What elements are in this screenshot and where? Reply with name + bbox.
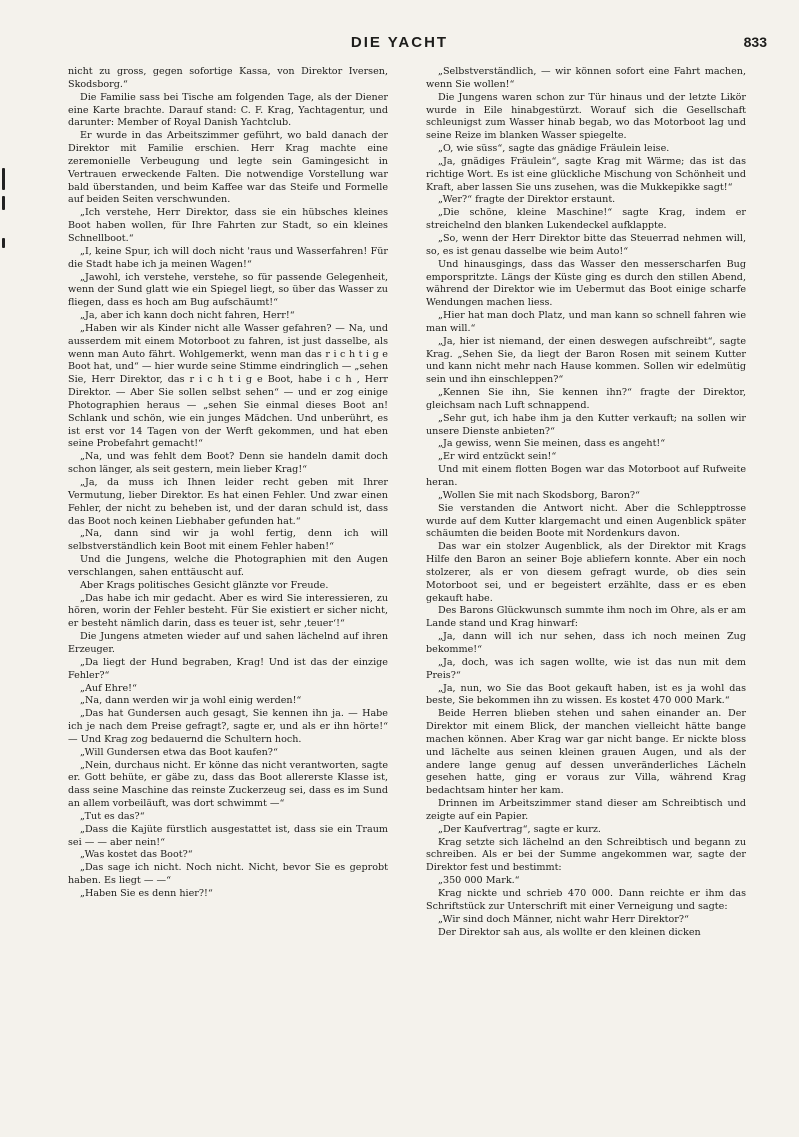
paragraph: „Jawohl, ich verstehe, verstehe, so für passende Gelegenheit, wenn der Sund glatt wie ein Spiegel liegt, so über das Wasser zu fliegen, dass es hoch am Bug aufschäumt!“	[68, 271, 388, 309]
paragraph: „Ja, nun, wo Sie das Boot gekauft haben, ist es ja wohl das beste, Sie bekommen ihn zu wissen. Es kostet 470 000 Mark.“	[426, 682, 746, 707]
paragraph: „Da liegt der Hund begraben, Krag! Und ist das der einzige Fehler?“	[68, 656, 388, 681]
paragraph: Und die Jungens, welche die Photographien mit den Augen verschlangen, sahen enttäuscht auf.	[68, 554, 388, 578]
paragraph: „Haben wir als Kinder nicht alle Wasser gefahren? — Na, und ausserdem mit einem Motorboot zu fahren, ist just dasselbe, als wenn man Auto fährt. Wohlgemerkt, wenn man das r i c h t i g e Boot hat, und“ — hier wurde seine Stimme eindringlich — „sehen Sie, Herr Direktor, das r i c h t i g e Boot, habe i c h , Herr Direktor. — Aber Sie sollen selbst sehen“ — und er zog einige Photographien heraus — „sehen Sie einmal dieses Boot an! Schlank und schön, wie ein junges Mädchen. Und unberührt, es ist erst vor 14 Tagen von der Werft gekommen, und hat eben seine Probefahrt gemacht!“	[68, 322, 388, 450]
paragraph: „Das habe ich mir gedacht. Aber es wird Sie interessieren, zu hören, worin der Fehler besteht. Für Sie existiert er sicher nicht, er besteht nämlich darin, dass es teuer ist, sehr ‚teuer‘!“	[68, 592, 388, 630]
paragraph: „Er wird entzückt sein!“	[438, 451, 557, 463]
paragraph: „Dass die Kajüte fürstlich ausgestattet ist, dass sie ein Traum sei — — aber nein!“	[68, 823, 388, 848]
paragraph: „Tut es das?“	[80, 810, 145, 822]
paragraph: „Das sage ich nicht. Noch nicht. Nicht, bevor Sie es geprobt haben. Es liegt — —“	[68, 862, 388, 887]
journal-title: DIE YACHT	[350, 34, 449, 51]
paragraph: „Ja gewiss, wenn Sie meinen, dass es angeht!“	[438, 438, 666, 450]
paragraph: „Der Kaufvertrag“, sagte er kurz.	[438, 823, 601, 835]
paragraph: Des Barons Glückwunsch summte ihm noch im Ohre, als er am Lande stand und Krag hinwarf:	[426, 605, 746, 630]
paragraph: „Will Gundersen etwa das Boot kaufen?“	[80, 746, 278, 758]
paragraph: „Ja, doch, was ich sagen wollte, wie ist das nun mit dem Preis?“	[426, 656, 746, 681]
paragraph: Die Familie sass bei Tische am folgenden Tage, als der Diener eine Karte brachte. Darauf stand: C. F. Krag, Yachtagentur, und darunter: Member of Royal Danish Yachtclub.	[68, 91, 388, 129]
paragraph: „Haben Sie es denn hier?!“	[80, 888, 213, 899]
paragraph: Sie verstanden die Antwort nicht. Aber die Schlepptrosse wurde auf dem Kutter klargemacht und einen Augenblick später schäumten die beiden Boote mit Nordenkurs davon.	[426, 502, 746, 540]
paragraph: „Na, dann sind wir ja wohl fertig, denn ich will selbstverständlich kein Boot mit einem Fehler haben!“	[68, 528, 388, 553]
scan-edge-mark	[2, 238, 5, 248]
paragraph: „Na, und was fehlt dem Boot? Denn sie handeln damit doch schon länger, als seit gestern, mein lieber Krag!“	[68, 451, 388, 476]
paragraph: Die Jungens atmeten wieder auf und sahen lächelnd auf ihren Erzeuger.	[68, 631, 388, 655]
paragraph: „Ja, da muss ich Ihnen leider recht geben mit Ihrer Vermutung, lieber Direktor. Es hat einen Fehler. Und zwar einen Fehler, der nicht zu beheben ist, und der daran schuld ist, dass das Boot noch keinen Liebhaber gefunden hat.“	[68, 477, 388, 527]
scan-edge-mark	[2, 196, 5, 210]
paragraph: Aber Krags politisches Gesicht glänzte vor Freude.	[80, 579, 329, 591]
paragraph: „Die schöne, kleine Maschine!“ sagte Krag, indem er streichelnd den blanken Lukendeckel aufklappte.	[426, 207, 746, 232]
paragraph: Krag nickte und schrieb 470 000. Dann reichte er ihm das Schriftstück zur Unterschrift mit einer Verneigung und sagte:	[426, 888, 746, 912]
paragraph: „Ja, gnädiges Fräulein“, sagte Krag mit Wärme; das ist das richtige Wort. Es ist eine glückliche Mischung von Schönheit und Kraft, aber lassen Sie uns zusehen, was die Mukkepikke sagt!“	[426, 155, 746, 193]
paragraph: „Selbstverständlich, — wir können sofort eine Fahrt machen, wenn Sie wollen!“	[426, 66, 746, 90]
paragraph: nicht zu gross, gegen sofortige Kassa, von Direktor Iversen, Skodsborg.“	[68, 66, 388, 90]
paragraph: „Hier hat man doch Platz, und man kann so schnell fahren wie man will.“	[426, 310, 746, 334]
page-number: 833	[743, 34, 767, 50]
paragraph: „Ich verstehe, Herr Direktor, dass sie ein hübsches kleines Boot haben wollen, für Ihre Fahrten zur Stadt, so ein kleines Schnellboot.“	[68, 207, 388, 244]
paragraph: Und mit einem flotten Bogen war das Motorboot auf Rufweite heran.	[426, 464, 746, 488]
paragraph: „350 000 Mark.“	[438, 875, 520, 887]
paragraph: „Ja, dann will ich nur sehen, dass ich noch meinen Zug bekomme!“	[426, 631, 746, 655]
paragraph: „Sehr gut, ich habe ihm ja den Kutter verkauft; na sollen wir unsere Dienste anbieten?“	[426, 412, 746, 437]
page-header	[0, 34, 799, 58]
paragraph: Drinnen im Arbeitszimmer stand dieser am Schreibtisch und zeigte auf ein Papier.	[426, 798, 746, 822]
paragraph: Die Jungens waren schon zur Tür hinaus und der letzte Likör wurde in Eile hinabgestürzt. Worauf sich die Gesellschaft schleunigst zum Wasser hinab begab, wo das Motorboot lag und seine Reize im blanken Wasser spiegelte.	[426, 91, 746, 142]
paragraph: Der Direktor sah aus, als wollte er den kleinen dicken	[438, 926, 701, 938]
paragraph: „Na, dann werden wir ja wohl einig werden!“	[80, 695, 302, 707]
paragraph: Beide Herren blieben stehen und sahen einander an. Der Direktor mit einem Blick, der manchen vielleicht hätte bange machen können. Aber Krag war gar nicht bange. Er nickte bloss und lächelte aus seinen kleinen grauen Augen, und als der andere lange genug auf dessen unveränderliches Lächeln gesehen hatte, ging er voraus zur Villa, während Krag bedachtsam hinter her kam.	[426, 708, 746, 797]
paragraph: „Nein, durchaus nicht. Er könne das nicht verantworten, sagte er. Gott behüte, er gäbe zu, dass das Boot allererste Klasse ist, dass seine Maschine das reinste Zuckerzeug sei, dass es im Sund an allem vorbeiläuft, was dort schwimmt —“	[68, 759, 388, 810]
paragraph: „So, wenn der Herr Direktor bitte das Steuerrad nehmen will, so, es ist genau dasselbe wie beim Auto!“	[426, 232, 746, 257]
paragraph: „Wollen Sie mit nach Skodsborg, Baron?“	[438, 489, 640, 501]
left-text-column	[68, 66, 388, 901]
paragraph: Und hinausgings, dass das Wasser den messerscharfen Bug emporspritzte. Längs der Küste ging es durch den stillen Abend, während der Direktor wie im Uebermut das Boot einige scharfe Wendungen machen liess.	[426, 258, 746, 309]
paragraph: „O, wie süss“, sagte das gnädige Fräulein leise.	[438, 143, 670, 155]
paragraph: „Ja, hier ist niemand, der einen deswegen aufschreibt“, sagte Krag. „Sehen Sie, da liegt der Baron Rosen mit seinem Kutter und kann nicht mehr nach Hause kommen. Sollen wir edelmütig sein und ihn einschleppen?“	[426, 335, 746, 386]
paragraph: „Auf Ehre!“	[80, 682, 137, 694]
paragraph: Er wurde in das Arbeitszimmer geführt, wo bald danach der Direktor mit Familie erschien. Herr Krag machte eine zeremonielle Verbeugung und legte sein Gamingesicht in Vertrauen erweckende Falten. Die notwendige Vorstellung war bald überstanden, und beim Kaffee war das Steife und Formelle auf beiden Seiten verschwunden.	[68, 130, 388, 206]
paragraph: Das war ein stolzer Augenblick, als der Direktor mit Krags Hilfe den Baron an seiner Boje abliefern konnte. Aber ein noch stolzerer, als er von diesem gefragt wurde, ob dies sein Motorboot sei, und er begeistert erzählte, dass er es eben gekauft habe.	[426, 541, 746, 604]
paragraph: „Ja, aber ich kann doch nicht fahren, Herr!“	[80, 310, 295, 322]
paragraph: „Was kostet das Boot?“	[80, 849, 193, 861]
paragraph: „Wir sind doch Männer, nicht wahr Herr Direktor?“	[438, 913, 689, 925]
paragraph: „Kennen Sie ihn, Sie kennen ihn?“ fragte der Direktor, gleichsam nach Luft schnappend.	[426, 387, 746, 411]
right-text-column	[426, 66, 746, 939]
paragraph: „Das hat Gundersen auch gesagt, Sie kennen ihn ja. — Habe ich je nach dem Preise gefragt?, sagte er, und als er ihn hörte!“ — Und Krag zog bedauernd die Schultern hoch.	[68, 708, 388, 745]
paragraph: Krag setzte sich lächelnd an den Schreibtisch und begann zu schreiben. Als er bei der Summe angekommen war, sagte der Direktor fest und bestimmt:	[426, 836, 746, 874]
scan-edge-mark	[2, 168, 5, 190]
paragraph: „I, keine Spur, ich will doch nicht 'raus und Wasserfahren! Für die Stadt habe ich ja meinen Wagen!“	[68, 245, 388, 270]
paragraph: „Wer?“ fragte der Direktor erstaunt.	[438, 194, 616, 206]
